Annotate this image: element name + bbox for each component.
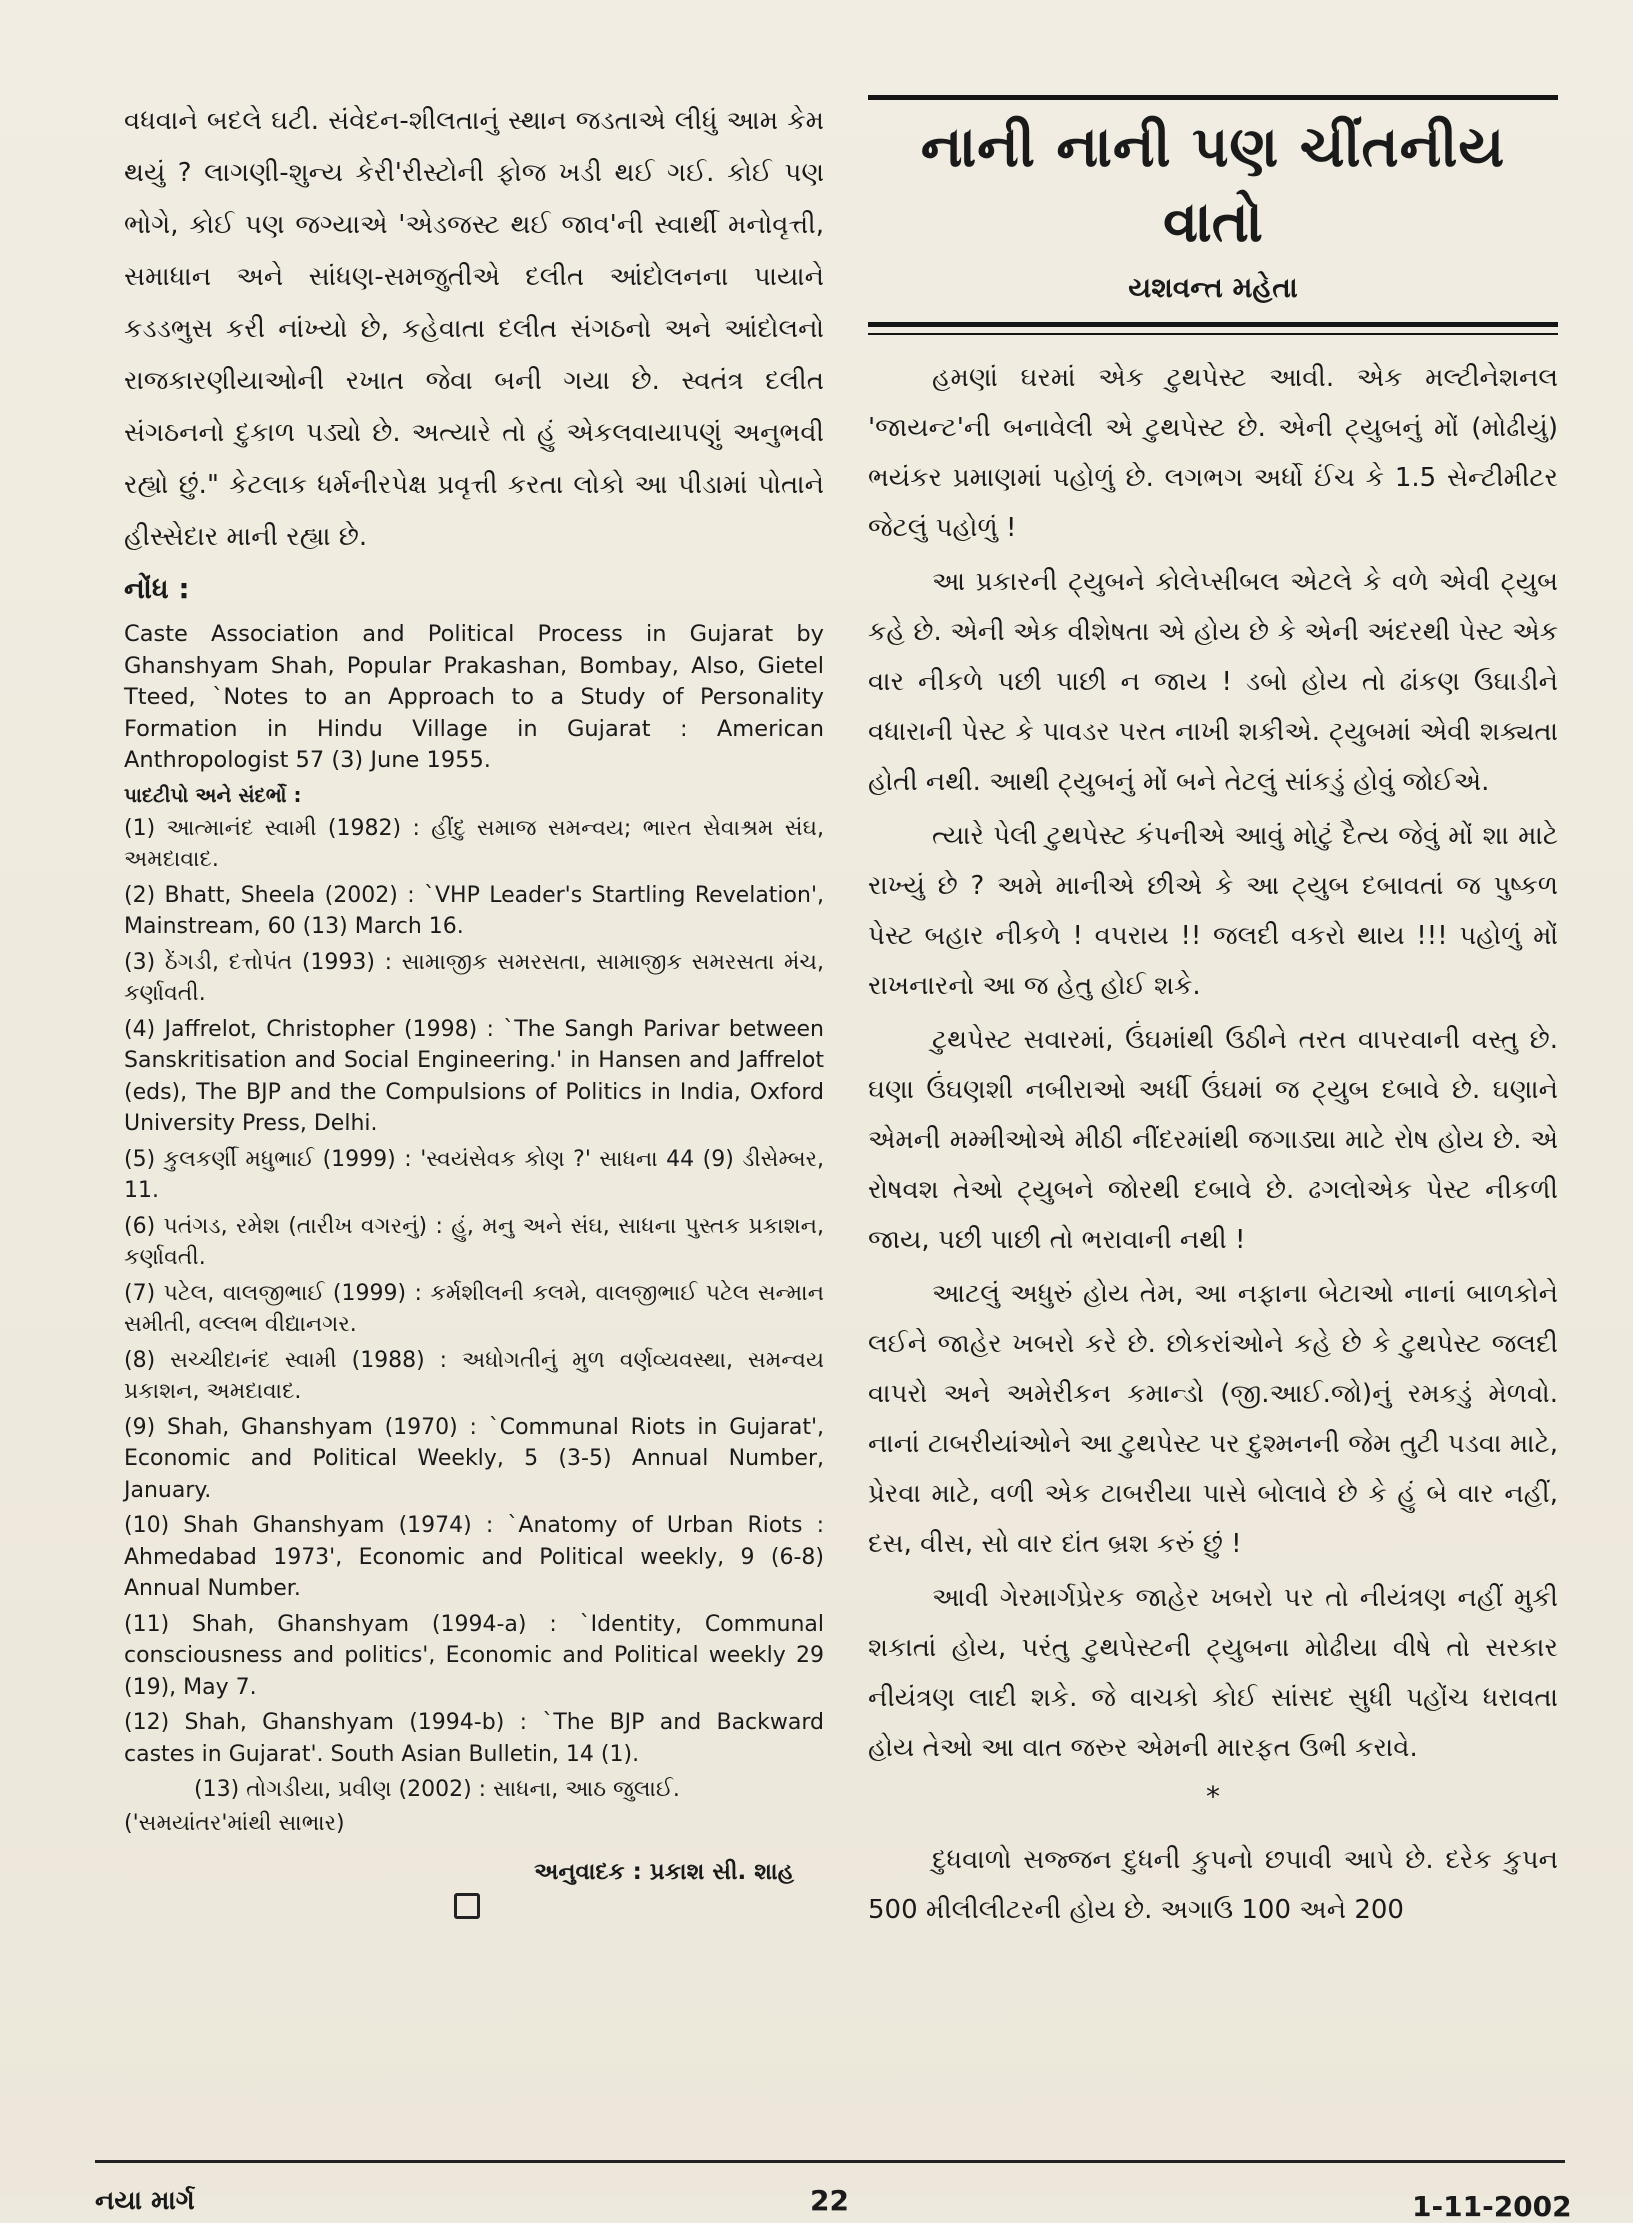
reference-item: (7) પટેલ, વાલજીભાઈ (1999) : કર્મશીલની કલમે, વાલજીભાઈ પટેલ સન્માન સમીતી, વલ્લભ વીદ્યાનગર. bbox=[124, 1280, 824, 1337]
article-title-line2: વાતો bbox=[1163, 190, 1263, 255]
reference-item: (1) આત્માનંદ સ્વામી (1982) : હીંદુ સમાજ સમન્વય; ભારત સેવાશ્રમ સંઘ, અમદાવાદ. bbox=[124, 815, 824, 872]
page-number: 22 bbox=[810, 2184, 849, 2217]
reference-item: (6) પતંગડ, રમેશ (તારીખ વગરનું) : હું, મનુ અને સંઘ, સાધના પુસ્તક પ્રકાશન, કર્ણાવતી. bbox=[124, 1213, 824, 1270]
article-paragraph: આ પ્રકારની ટ્યુબને કોલેપ્સીબલ એટલે કે વળે એવી ટ્યુબ કહે છે. એની એક વીશેષતા એ હોય છે કે એની અંદરથી પેસ્ટ એક વાર નીકળે પછી પાછી ન જાય ! ડબો હોય તો ઢાંકણ ઉઘાડીને વધારાની પેસ્ટ કે પાવડર પરત નાખી શકીએ. ટ્યુબમાં એવી શક્યતા હોતી નથી. આથી ટ્યુબનું મોં બને તેટલું સાંકડું હોવું જોઈએ. bbox=[868, 567, 1558, 797]
references-heading: પાદટીપો અને સંદર્ભો : bbox=[124, 782, 302, 807]
section-separator: * bbox=[1206, 1780, 1220, 1813]
reference-item: (12) Shah, Ghanshyam (1994-b) : `The BJP and Backward castes in Gujarat'. South Asian Bulletin, 14 (1). bbox=[124, 1710, 824, 1767]
reference-item: (4) Jaffrelot, Christopher (1998) : `The Sangh Parivar between Sanskritisation and Social Engineering.' in Hansen and Jaffrelot (eds), The BJP and the Compulsions of Politics in India, Oxford University Press, Delhi. bbox=[124, 1016, 824, 1136]
reference-item: (8) સચ્ચીદાનંદ સ્વામી (1988) : અધોગતીનું મુળ વર્ણવ્યવસ્થા, સમન્વય પ્રકાશન, અમદાવાદ. bbox=[124, 1347, 824, 1404]
translator-credit: અનુવાદક : પ્રકાશ સી. શાહ bbox=[534, 1859, 794, 1885]
article-title-line1: નાની નાની પણ ચીંતનીય bbox=[920, 115, 1506, 180]
reference-item: (9) Shah, Ghanshyam (1970) : `Communal Riots in Gujarat', Economic and Political Weekly, 5 (3-5) Annual Number, January. bbox=[124, 1414, 824, 1503]
notes-heading: નોંધ : bbox=[124, 572, 190, 605]
reference-item: (2) Bhatt, Sheela (2002) : `VHP Leader's Startling Revelation', Mainstream, 60 (13) March 16. bbox=[124, 882, 824, 939]
article-paragraph: આવી ગેરમાર્ગપ્રેરક જાહેર ખબરો પર તો નીયંત્રણ નહીં મુકી શકાતાં હોય, પરંતુ ટુથપેસ્ટની ટ્યુબના મોઢીયા વીષે તો સરકાર નીયંત્રણ લાદી શકે. જે વાચકો કોઈ સાંસદ સુધી પહોંચ ધરાવતા હોય તેઓ આ વાત જરુર એમની મારફત ઉભી કરાવે. bbox=[868, 1583, 1558, 1763]
article-paragraph: હમણાં ઘરમાં એક ટુથપેસ્ટ આવી. એક મલ્ટીનેશનલ 'જાયન્ટ'ની બનાવેલી એ ટુથપેસ્ટ છે. એની ટ્યુબનું મોં (મોઢીયું) ભયંકર પ્રમાણમાં પહોળું છે. લગભગ અર્ધો ઈંચ કે 1.5 સેન્ટીમીટર જેટલું પહોળું ! bbox=[868, 363, 1558, 543]
footer-rule bbox=[95, 2160, 1565, 2163]
magazine-name: નયા માર્ગ bbox=[95, 2186, 195, 2216]
left-column bbox=[124, 95, 824, 1919]
reference-item: (5) કુલકર્ણી મધુભાઈ (1999) : 'સ્વયંસેવક કોણ ?' સાધના 44 (9) ડીસેમ્બર, 11. bbox=[124, 1146, 824, 1203]
reference-item: (13) તોગડીયા, પ્રવીણ (2002) : સાધના, આઠ જુલાઈ. bbox=[194, 1777, 680, 1802]
right-column bbox=[868, 95, 1558, 1939]
title-top-rule bbox=[868, 95, 1558, 100]
article-paragraph: ત્યારે પેલી ટુથપેસ્ટ કંપનીએ આવું મોટું દૈત્ય જેવું મોં શા માટે રાખ્યું છે ? અમે માનીએ છીએ કે આ ટ્યુબ દબાવતાં જ પુષ્કળ પેસ્ટ બહાર નીકળે ! વપરાય !! જલદી વકરો થાય !!! પહોળું મોં રાખનારનો આ જ હેતુ હોઈ શકે. bbox=[868, 821, 1558, 1001]
reference-item: (11) Shah, Ghanshyam (1994-a) : `Identity, Communal consciousness and politics', Economic and Political weekly 29 (19), May 7. bbox=[124, 1611, 824, 1700]
reference-item: (10) Shah Ghanshyam (1974) : `Anatomy of Urban Riots : Ahmedabad 1973', Economic and Political weekly, 9 (6-8) Annual Number. bbox=[124, 1513, 824, 1601]
continuation-text: વધવાને બદલે ઘટી. સંવેદન-શીલતાનું સ્થાન જડતાએ લીધું આમ કેમ થયું ? લાગણી-શુન્ય કેરી'રીસ્ટોની ફોજ ખડી થઈ ગઈ. કોઈ પણ ભોગે, કોઈ પણ જગ્યાએ 'એડજસ્ટ થઈ જાવ'ની સ્વાર્થી મનોવૃત્તી, સમાધાન અને સાંધણ-સમજુતીએ દલીત આંદોલનના પાયાને કડડભુસ કરી નાંખ્યો છે, કહેવાતા દલીત સંગઠનો અને આંદોલનો રાજકારણીયાઓની રખાત જેવા બની ગયા છે. સ્વતંત્ર દલીત સંગઠનનો દુકાળ પડ્યો છે. અત્યારે તો હું એકલવાયાપણું અનુભવી રહ્યો છું." કેટલાક ધર્મનીરપેક્ષ પ્રવૃત્તી કરતા લોકો આ પીડામાં પોતાને હીસ્સેદાર માની રહ્યા છે. bbox=[124, 106, 824, 552]
issue-date: 1-11-2002 bbox=[1412, 2190, 1572, 2223]
article-paragraph: ટુથપેસ્ટ સવારમાં, ઉંઘમાંથી ઉઠીને તરત વાપરવાની વસ્તુ છે. ઘણા ઉંઘણશી નબીરાઓ અર્ધી ઉંઘમાં જ ટ્યુબ દબાવે છે. ઘણાને એમની મમ્મીઓએ મીઠી નીંદરમાંથી જગાડ્યા માટે રોષ હોય છે. એ રોષવશ તેઓ ટ્યુબને જોરથી દબાવે છે. ઢગલોએક પેસ્ટ નીકળી જાય, પછી પાછી તો ભરાવાની નથી ! bbox=[868, 1025, 1558, 1255]
title-bottom-rule bbox=[868, 322, 1558, 327]
article-paragraph: આટલું અધુરું હોય તેમ, આ નફાના બેટાઓ નાનાં બાળકોને લઈને જાહેર ખબરો કરે છે. છોકરાંઓને કહે છે કે ટુથપેસ્ટ જલદી વાપરો અને અમેરીકન કમાન્ડો (જી.આઈ.જો)નું રમકડું મેળવો. નાનાં ટાબરીયાંઓને આ ટુથપેસ્ટ પર દુશ્મનની જેમ તુટી પડવા માટે, પ્રેરવા માટે, વળી એક ટાબરીયા પાસે બોલાવે છે કે હું બે વાર નહીં, દસ, વીસ, સો વાર દાંત બ્રશ કરું છું ! bbox=[868, 1279, 1558, 1559]
references-list bbox=[124, 813, 824, 1840]
article-author: યશવન્ત મહેતા bbox=[1128, 271, 1298, 304]
end-mark-icon bbox=[454, 1893, 480, 1919]
reference-source: ('સમયાંતર'માંથી સાભાર) bbox=[124, 1810, 345, 1836]
article-paragraph-next: દુધવાળો સજ્જન દુધની કુપનો છપાવી આપે છે. દરેક કુપન 500 મીલીલીટરની હોય છે. અગાઉ 100 અને 200 bbox=[868, 1845, 1558, 1925]
reference-item: (3) ઠેંગડી, દત્તોપંત (1993) : સામાજીક સમરસતા, સામાજીક સમરસતા મંચ, કર્ણાવતી. bbox=[124, 949, 824, 1006]
notes-text: Caste Association and Political Process in Gujarat by Ghanshyam Shah, Popular Prakashan, Bombay, Also, Gietel Tteed, `Notes to an Approach to a Study of Personality Formation in Hindu Village in Gujarat : American Anthropologist 57 (3) June 1955. bbox=[124, 621, 824, 773]
